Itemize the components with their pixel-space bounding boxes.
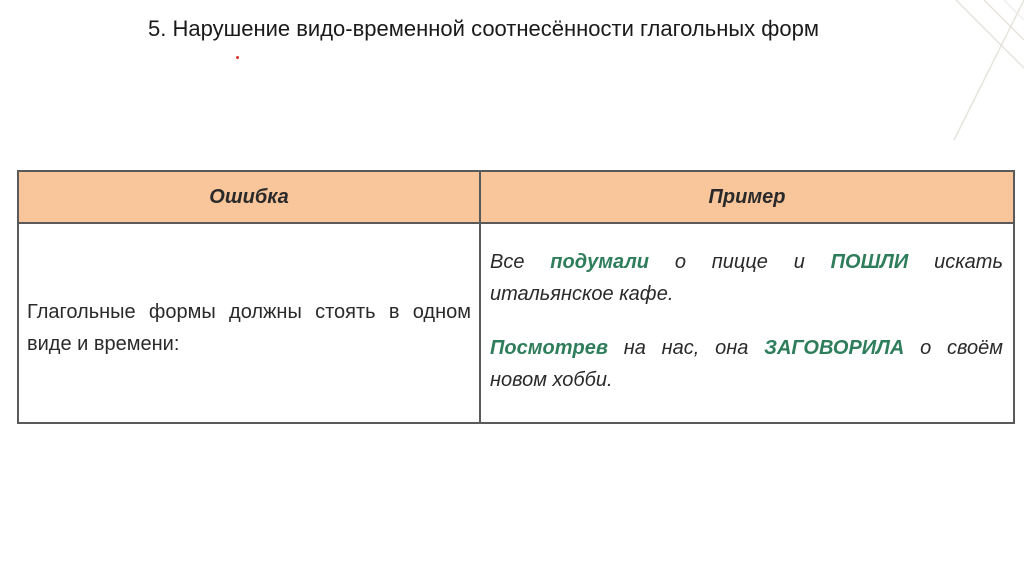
table-header-row [18, 171, 1014, 223]
highlighted-verb: ПОШЛИ [830, 251, 909, 273]
example-text: искать итальянское кафе. [490, 251, 1003, 305]
highlighted-verb: Посмотрев [490, 337, 608, 359]
example-cell [480, 223, 1014, 423]
highlighted-verb: подумали [550, 251, 650, 273]
error-description: Глагольные формы должны стоять в одном виде и времени: [27, 301, 471, 355]
example-text: Все [490, 251, 551, 273]
example-sentence-2 [490, 332, 1003, 396]
example-text: о своём новом хобби. [490, 337, 1003, 391]
errors-table [17, 170, 1015, 424]
corner-decoration [934, 0, 1024, 140]
header-example: Пример [480, 171, 1014, 223]
decorative-dot [236, 56, 239, 59]
example-sentence-1 [490, 246, 1003, 310]
header-error: Ошибка [18, 171, 480, 223]
table-row [18, 223, 1014, 423]
error-cell [18, 223, 480, 423]
example-text: на нас, она [607, 337, 765, 359]
example-text: о пицце и [649, 251, 831, 273]
highlighted-verb: ЗАГОВОРИЛА [764, 337, 905, 359]
slide-title: 5. Нарушение видо-временной соотнесённости глагольных форм [148, 16, 819, 41]
